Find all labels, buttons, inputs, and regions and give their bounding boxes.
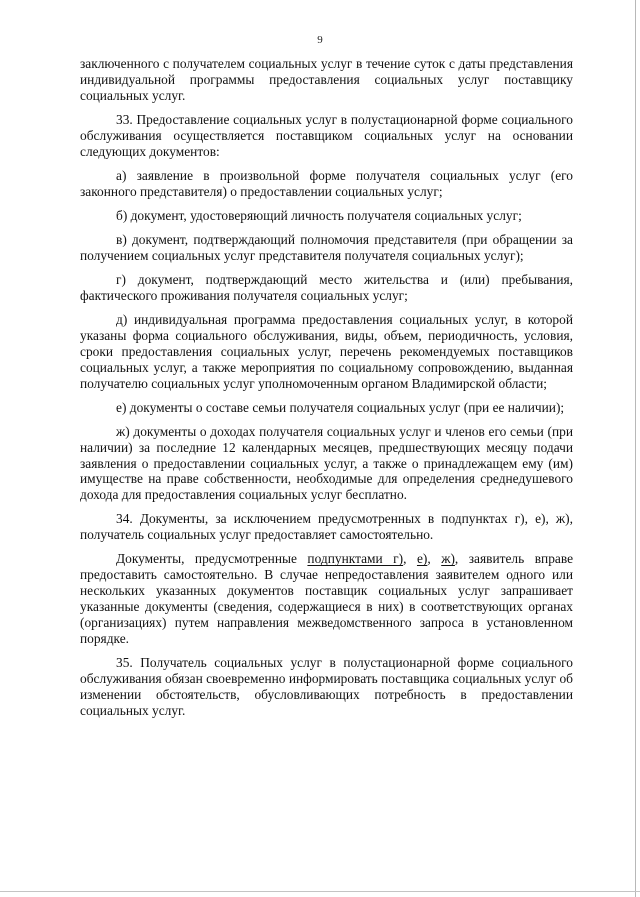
page-number: 9 xyxy=(317,34,323,46)
paragraph-item-34-cont xyxy=(80,551,573,646)
text-run: г) документ, подтверждающий место жительства и (или) пребывания, фактического проживания получателя социальных услуг; xyxy=(80,271,573,303)
paragraph-item-33-b xyxy=(80,208,573,224)
text-run: 34. Документы, за исключением предусмотренных в подпунктах г), е), ж), получатель социальных услуг предоставляет самостоятельно. xyxy=(80,511,573,543)
text-run: заключенного с получателем социальных услуг в течение суток с даты представления индивидуальной программы предоставления социальных услуг поставщику социальных услуг. xyxy=(80,56,573,103)
text-run: б) документ, удостоверяющий личность получателя социальных услуг; xyxy=(116,207,522,223)
paragraph-continuation xyxy=(80,56,573,104)
paragraph-item-35 xyxy=(80,655,573,719)
document-body xyxy=(80,56,573,727)
paragraph-item-33-g xyxy=(80,272,573,304)
paragraph-item-33-d xyxy=(80,312,573,392)
paragraph-item-33-v xyxy=(80,232,573,264)
text-run: д) индивидуальная программа предоставления социальных услуг, в которой указаны форма социального обслуживания, виды, объем, периодичность, условия, сроки предоставления социальных услуг, перечень рекомендуемых поставщиков социальных услуг, а также мероприятия по социальному сопровождению, выданная получателю социальных услуг уполномоченным органом Владимирской области; xyxy=(80,311,573,391)
paragraph-item-33-a xyxy=(80,168,573,200)
paragraph-item-34 xyxy=(80,511,573,543)
underlined-reference: ж) xyxy=(441,551,455,567)
text-run: ж) документы о доходах получателя социальных услуг и членов его семьи (при наличии) за последние 12 календарных месяцев, предшествующих месяцу подачи заявления о предоставлении социальных услуг, а также о принадлежащем ему (им) имуществе на праве собственности, необходимые для определения среднедушевого дохода для предоставления социальных услуг бесплатно. xyxy=(80,423,573,503)
paragraph-item-33 xyxy=(80,112,573,160)
text-run: 35. Получатель социальных услуг в полустационарной форме социального обслуживания обязан своевременно информировать поставщика социальных услуг об изменении обстоятельств, обусловливающих потребность в предоставлении социальных услуг. xyxy=(80,655,573,718)
text-run: , заявитель вправе предоставить самостоятельно. В случае непредоставления заявителем одного или нескольких указанных документов поставщик социальных услуг запрашивает указанные документы (сведения, содержащиеся в них) в соответствующих органах (организациях) путем направления межведомственного запроса в установленном порядке. xyxy=(80,551,574,646)
text-run: е) документы о составе семьи получателя социальных услуг (при ее наличии); xyxy=(116,399,565,415)
text-run: а) заявление в произвольной форме получателя социальных услуг (его законного представителя) о предоставлении социальных услуг; xyxy=(80,167,573,199)
underlined-reference: е) xyxy=(416,551,428,567)
text-run: Документы, предусмотренные xyxy=(116,551,308,567)
page-edge-bottom xyxy=(0,891,640,892)
text-run: , xyxy=(427,551,442,567)
text-run: , xyxy=(403,551,417,567)
paragraph-item-33-zh xyxy=(80,424,573,504)
paragraph-item-33-e xyxy=(80,400,573,416)
page-edge-right xyxy=(635,0,636,897)
underlined-reference: подпунктами г) xyxy=(307,551,404,567)
text-run: в) документ, подтверждающий полномочия представителя (при обращении за получением социальных услуг представителя получателя социальных услуг); xyxy=(80,231,573,263)
text-run: 33. Предоставление социальных услуг в полустационарной форме социального обслуживания осуществляется поставщиком социальных услуг на основании следующих документов: xyxy=(80,111,573,159)
